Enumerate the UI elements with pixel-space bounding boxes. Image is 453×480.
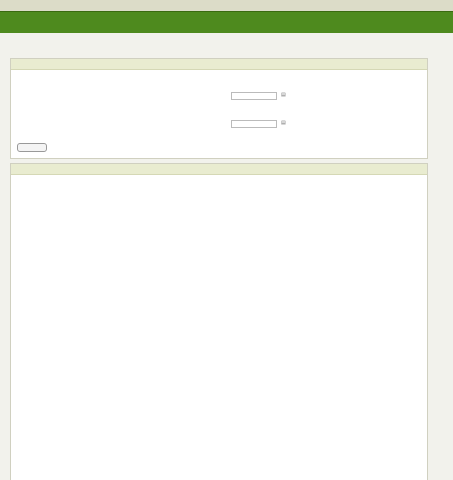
calendar-icon[interactable]: ▤ (281, 120, 286, 126)
calendar-icon[interactable]: ▤ (281, 92, 286, 98)
